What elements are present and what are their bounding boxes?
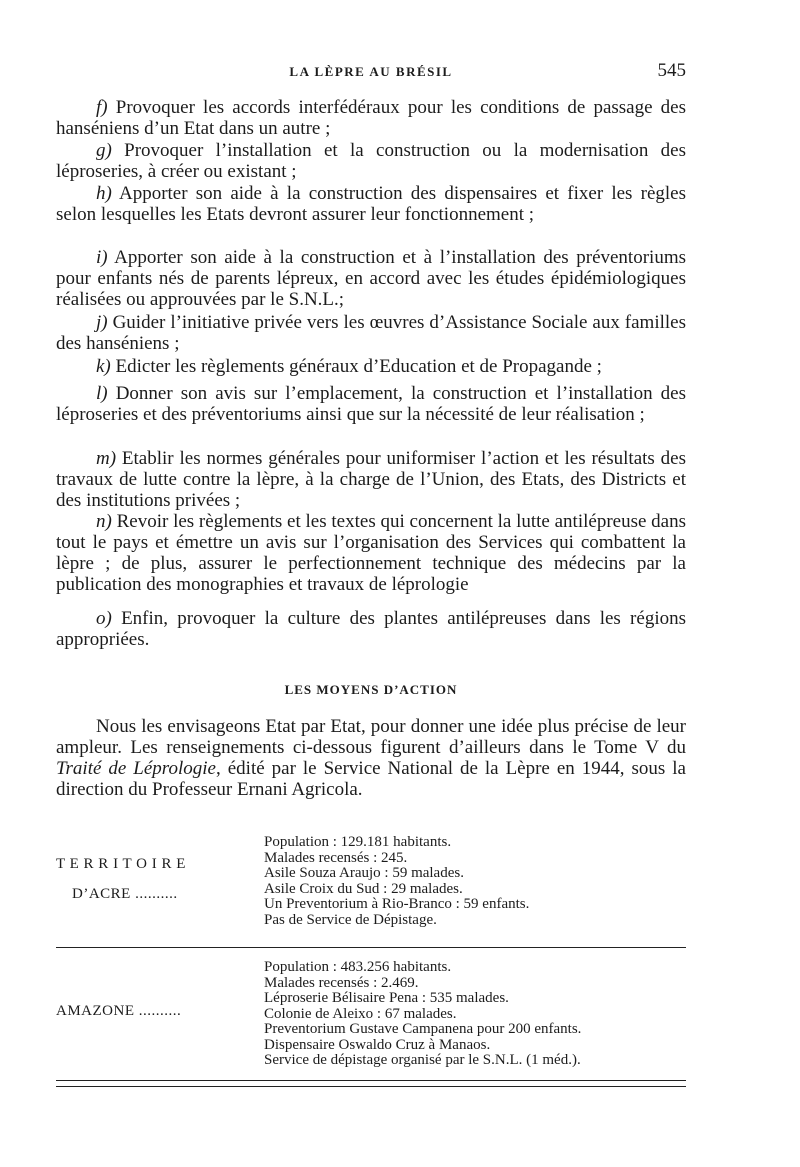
entry-name [56,996,256,1026]
entry-name [56,849,256,909]
detail-line: Léproserie Bélisaire Pena : 535 malades. [264,990,509,1006]
clause-text: Revoir les règlements et les textes qui concernent la lutte antilépreuse dans tout le pays et émettre un avis sur l’organisation des Services qui combattent la lèpre ; de plus, assurer le perfectionnement technique des médecins par la publication des monographies et travaux de léprologie [56,511,686,595]
clause-letter: j) [96,312,108,333]
detail-line: Population : 483.256 habitants. [264,959,452,975]
detail-line: Un Preventorium à Rio-Branco : 59 enfants. [264,896,530,912]
detail-line: Asile Croix du Sud : 29 malades. [264,880,463,897]
clause-i [56,247,686,310]
intro-text-end: , édité par le Service National de la Lèpre en 1944, sous la direction du Professeur Ernani Agricola. [56,758,686,800]
table-bottom-rule-secondary [56,1086,686,1087]
entry-name-line: T E R R I T O I R E [56,856,186,872]
entry-details [264,835,694,928]
running-title: LA LÈPRE AU BRÉSIL [289,64,453,79]
book-title: Traité de Léprologie [56,758,216,779]
clause-h [56,183,686,225]
detail-line: Service de dépistage organisé par le S.N.L. (1 méd.). [264,1052,581,1068]
detail-line: Malades recensés : 245. [264,849,408,866]
clause-m [56,448,686,511]
detail-line: Pas de Service de Dépistage. [264,911,437,928]
intro-text-start: Nous les envisageons Etat par Etat, pour donner une idée plus précise de leur ampleur. Les renseignements ci-dessous figurent d’ailleurs dans le Tome V du [56,716,686,758]
clause-text: Enfin, provoquer la culture des plantes antilépreuses dans les régions appropriées. [56,608,686,650]
entry-name-line: AMAZONE .......... [56,1003,182,1019]
entry-name-line: D’ACRE .......... [72,886,178,902]
detail-line: Asile Souza Araujo : 59 malades. [264,865,464,881]
clause-text: Edicter les règlements généraux d’Education et de Propagande ; [110,356,602,377]
clause-letter: i) [96,247,108,268]
clause-text: Apporter son aide à la construction et à l’installation des préventoriums pour enfants nés de parents lépreux, en accord avec les études épidémiologiques réalisées ou approuvées par le S.N.L.; [56,247,686,310]
clause-l [56,383,686,425]
entry-acre [56,835,686,935]
entry-details [264,960,694,1069]
clause-f [56,97,686,139]
detail-line: Population : 129.181 habitants. [264,834,452,850]
clause-o [56,608,686,650]
entry-divider [56,947,686,948]
detail-line: Colonie de Aleixo : 67 malades. [264,1005,457,1022]
detail-line: Dispensaire Oswaldo Cruz à Manaos. [264,1036,491,1053]
clause-letter: h) [96,183,112,204]
clause-letter: f) [96,97,108,118]
clause-g [56,140,686,182]
clause-letter: n) [96,511,112,532]
clause-letter: k) [96,356,111,377]
clause-text: Provoquer les accords interfédéraux pour les conditions de passage des hanséniens d’un Etat dans un autre ; [56,97,686,139]
clause-letter: o) [96,608,112,629]
clause-letter: l) [96,383,108,404]
detail-line: Malades recensés : 2.469. [264,974,419,991]
clause-text: Etablir les normes générales pour uniformiser l’action et les résultats des travaux de lutte contre la lèpre, à la charge de l’Union, des Etats, des Districts et des institutions privées ; [56,448,686,511]
page-header [56,60,686,84]
clause-text: Guider l’initiative privée vers les œuvres d’Assistance Sociale aux familles des hanséniens ; [56,312,686,354]
clause-n [56,511,686,595]
clause-letter: g) [96,140,112,161]
table-bottom-rule [56,1080,686,1081]
page-number: 545 [657,60,686,81]
section-heading: LES MOYENS D’ACTION [284,682,458,697]
clause-text: Provoquer l’installation et la construction ou la modernisation des léproseries, à créer ou existant ; [56,140,686,182]
clause-letter: m) [96,448,117,469]
clause-text: Apporter son aide à la construction des dispensaires et fixer les règles selon lesquelles les Etats devront assurer leur fonctionnement ; [56,183,686,225]
clause-text: Donner son avis sur l’emplacement, la construction et l’installation des léproseries et des préventoriums ainsi que sur la nécessité de leur réalisation ; [56,383,686,425]
entry-amazone [56,960,686,1075]
detail-line: Preventorium Gustave Campanena pour 200 enfants. [264,1021,582,1037]
intro-paragraph [56,716,686,800]
clause-k [56,356,686,377]
clause-j [56,312,686,354]
